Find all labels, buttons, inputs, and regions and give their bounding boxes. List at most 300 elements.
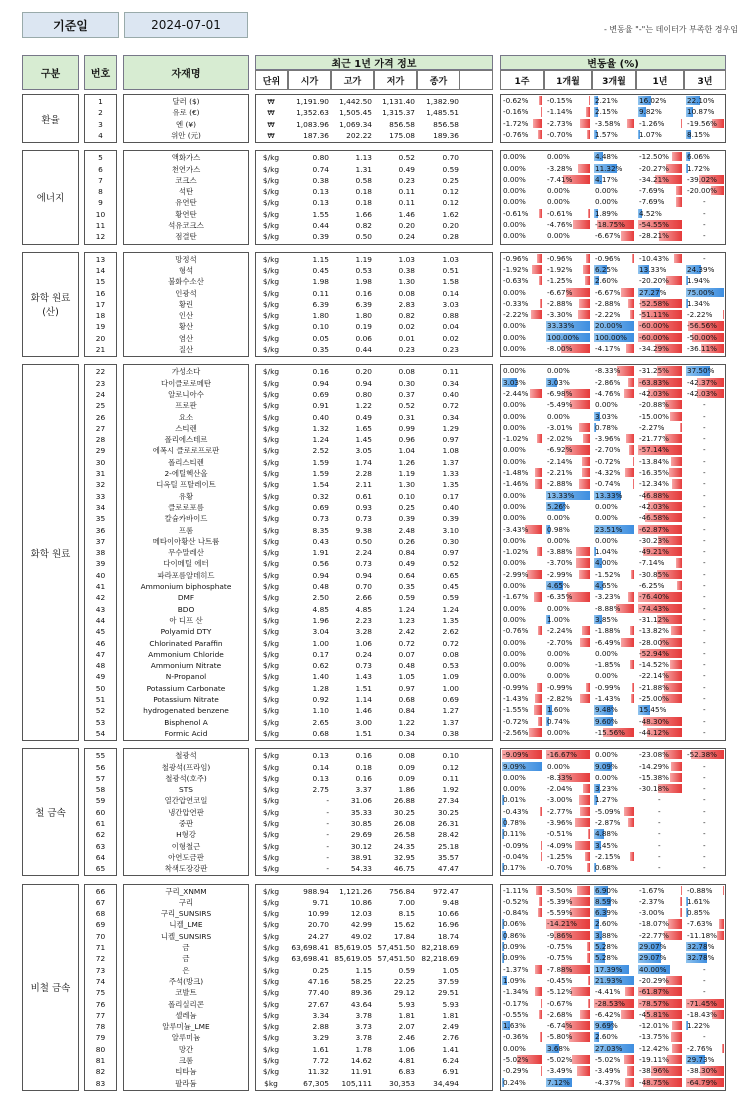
table-row — [0, 1055, 750, 1066]
close-price: 1.33 — [442, 469, 459, 478]
high-price: 85,619.05 — [334, 943, 372, 952]
close-price: 30.25 — [437, 807, 459, 817]
change-value: -39.02% — [687, 174, 717, 184]
unit: $/kg — [262, 457, 280, 467]
change-cell — [638, 931, 682, 940]
low-price: 0.10 — [398, 491, 415, 501]
change-value: - — [703, 490, 706, 500]
negative-bar — [627, 1066, 634, 1075]
negative-bar — [541, 107, 543, 116]
change-cell — [594, 999, 634, 1008]
open-price: 0.68 — [312, 728, 329, 738]
unit: $/kg — [262, 751, 280, 761]
change-cell — [546, 164, 590, 173]
table-row — [0, 615, 750, 626]
low-price: 8.15 — [398, 909, 415, 919]
row-number: 69 — [95, 920, 106, 930]
unit: $/kg — [262, 706, 280, 716]
change-value: - — [703, 468, 706, 477]
row-number: 4 — [98, 130, 103, 140]
change-value: 3.03% — [547, 377, 570, 387]
change-cell — [686, 344, 724, 353]
material-name: 아 디프 산 — [169, 615, 203, 625]
change-value: -2.77% — [547, 806, 573, 816]
change-value: - — [703, 772, 706, 782]
unit: $/kg — [262, 548, 280, 558]
close-price: 0.10 — [442, 751, 459, 761]
high-price: 10.86 — [350, 897, 372, 907]
change-value: -0.15% — [547, 96, 573, 105]
change-cell — [686, 649, 724, 658]
change-cell — [638, 197, 682, 206]
change-value: 20.00% — [595, 321, 623, 331]
high-price: 38.91 — [350, 852, 372, 862]
negative-bar — [680, 897, 682, 906]
table-row — [0, 389, 750, 400]
negative-bar — [631, 694, 634, 703]
material-name: 니켈_SUNSIRS — [160, 931, 212, 941]
low-price: 0.64 — [398, 570, 415, 580]
open-price: 2.65 — [312, 717, 329, 727]
unit: $/kg — [262, 153, 280, 163]
material-name: Formic Acid — [164, 728, 208, 738]
close-price: 0.25 — [442, 175, 459, 185]
change-cell — [546, 1055, 590, 1064]
change-value: -8.33% — [547, 772, 573, 782]
close-price: 1.27 — [442, 706, 459, 716]
close-price: 0.12 — [442, 198, 459, 208]
negative-bar — [628, 299, 634, 308]
table-row — [0, 762, 750, 773]
change-value: 75.00% — [687, 287, 715, 297]
row-number: 14 — [95, 265, 106, 275]
high-price: 43.64 — [350, 999, 372, 1009]
unit: $/kg — [262, 536, 280, 546]
row-number: 74 — [95, 976, 106, 986]
change-cell — [502, 468, 542, 477]
negative-bar — [541, 1066, 543, 1075]
change-cell — [546, 220, 590, 229]
change-cell — [546, 919, 590, 928]
negative-bar — [671, 1032, 682, 1041]
change-value: -48.30% — [639, 716, 669, 726]
negative-bar — [535, 987, 542, 996]
change-value: - — [703, 660, 706, 670]
close-price: 0.02 — [442, 333, 459, 343]
change-cell — [638, 186, 682, 195]
negative-bar — [671, 626, 682, 635]
unit: $/kg — [262, 187, 280, 197]
high-price: 105,111 — [341, 1078, 372, 1088]
change-cell — [502, 908, 542, 917]
table-row — [0, 626, 750, 637]
unit: $/kg — [262, 559, 280, 569]
change-value: -1.72% — [503, 118, 529, 128]
change-value: 13.33% — [595, 490, 623, 500]
change-cell — [686, 558, 724, 567]
change-value: -14.29% — [639, 761, 669, 771]
negative-bar — [632, 254, 634, 263]
negative-bar — [676, 197, 682, 206]
change-value: 0.00% — [547, 603, 570, 613]
change-value: 0.00% — [503, 332, 526, 342]
material-name: 달러 ($) — [172, 97, 200, 106]
change-cell — [638, 152, 682, 161]
change-cell — [546, 581, 590, 590]
change-cell — [546, 717, 590, 726]
table-row — [0, 953, 750, 964]
negative-bar — [541, 852, 543, 861]
change-cell — [546, 1078, 590, 1087]
change-value: - — [703, 592, 706, 602]
change-cell — [638, 389, 682, 398]
low-price: 0.09 — [398, 773, 415, 783]
change-value: -45.81% — [639, 1009, 669, 1019]
change-cell — [686, 164, 724, 173]
change-value: - — [703, 208, 706, 218]
change-value: - — [703, 694, 706, 703]
change-value: -3.43% — [503, 524, 529, 534]
change-value: -1.92% — [503, 264, 529, 274]
change-cell — [594, 818, 634, 827]
negative-bar — [677, 581, 682, 590]
change-value: 5.28% — [595, 953, 618, 963]
unit: $/kg — [262, 322, 280, 332]
high-price: 1,121.26 — [339, 886, 372, 896]
row-number: 78 — [95, 1022, 106, 1032]
high-price: 49.02 — [350, 931, 372, 941]
high-price: 14.62 — [350, 1056, 372, 1065]
table-row — [0, 965, 750, 976]
low-price: 0.38 — [398, 265, 415, 275]
close-price: 1.62 — [442, 209, 459, 219]
close-price: 1,485.51 — [426, 108, 459, 118]
change-value: -30.18% — [639, 784, 669, 794]
change-cell — [546, 795, 590, 804]
change-value: -2.88% — [547, 479, 573, 489]
negative-bar — [535, 479, 542, 488]
low-price: 0.08 — [398, 367, 415, 377]
change-value: 0.00% — [503, 614, 526, 624]
change-value: 29.73% — [687, 1055, 715, 1064]
negative-bar — [624, 807, 634, 816]
high-price: 0.61 — [355, 491, 372, 501]
change-value: -0.17% — [503, 998, 529, 1008]
change-cell — [546, 502, 590, 511]
change-cell — [638, 829, 682, 838]
change-value: 1.57% — [595, 129, 618, 139]
negative-bar — [681, 119, 683, 128]
change-cell — [638, 1032, 682, 1041]
change-cell — [638, 299, 682, 308]
change-cell — [686, 400, 724, 409]
negative-bar — [585, 276, 590, 285]
change-value: - — [703, 569, 706, 579]
change-value: - — [703, 513, 706, 523]
negative-bar — [575, 841, 590, 850]
low-price: 0.08 — [398, 751, 415, 761]
change-cell — [638, 1055, 682, 1064]
low-price: 0.34 — [398, 728, 415, 738]
change-cell — [546, 479, 590, 488]
change-cell — [638, 310, 682, 319]
change-value: -38.30% — [687, 1066, 717, 1076]
unit: $/kg — [262, 762, 280, 772]
price-group-header: 최근 1년 가격 정보 — [255, 55, 493, 70]
change-cell — [502, 288, 542, 297]
negative-bar — [628, 592, 634, 601]
change-value: -2.86% — [595, 377, 621, 387]
table-row — [0, 412, 750, 423]
row-number: 64 — [95, 852, 106, 862]
change-value: 0.00% — [503, 400, 526, 410]
open-price: 11.32 — [307, 1067, 329, 1077]
material-name: 천연가스 — [171, 164, 201, 174]
change-value: -2.76% — [687, 1043, 713, 1053]
unit: $/kg — [262, 672, 280, 682]
close-price: 0.39 — [442, 514, 459, 524]
change-cell — [546, 412, 590, 421]
change-cell — [686, 107, 724, 116]
open-price: 1.55 — [312, 209, 329, 219]
table-row — [0, 705, 750, 716]
table-row — [0, 683, 750, 694]
change-value: 0.00% — [595, 513, 618, 523]
low-price: 5.93 — [398, 999, 415, 1009]
negative-bar — [579, 479, 590, 488]
row-number: 54 — [95, 728, 106, 738]
negative-bar — [670, 412, 682, 421]
material-name: 금 — [182, 943, 190, 952]
change-cell — [546, 638, 590, 647]
low-price: 6.83 — [398, 1067, 415, 1077]
change-value: -76.40% — [639, 592, 669, 602]
change-cell — [502, 310, 542, 319]
change-value: 37.50% — [687, 366, 715, 376]
change-cell — [686, 908, 724, 917]
change-value: -0.67% — [547, 998, 573, 1008]
change-value: 0.00% — [595, 648, 618, 658]
unit: $/kg — [262, 175, 280, 185]
unit: $/kg — [262, 1044, 280, 1054]
change-cell — [638, 333, 682, 342]
high-price: 3.78 — [355, 1010, 372, 1020]
negative-bar — [539, 276, 542, 285]
change-value: - — [703, 603, 706, 613]
change-value: 0.00% — [503, 501, 526, 511]
change-value: -20.20% — [639, 276, 669, 286]
negative-bar — [529, 728, 542, 737]
unit: $/kg — [262, 852, 280, 862]
change-value: 1.27% — [595, 795, 618, 805]
change-cell — [594, 671, 634, 680]
change-cell — [502, 626, 542, 635]
change-value: - — [703, 987, 706, 997]
change-value: 4.88% — [595, 829, 618, 839]
unit: $/kg — [262, 683, 280, 693]
change-value: -4.76% — [595, 388, 621, 398]
material-name: 티타늄 — [175, 1067, 197, 1077]
open-price: 0.35 — [312, 345, 329, 354]
change-cell — [686, 897, 724, 906]
change-cell — [638, 660, 682, 669]
high-price: 1.51 — [355, 683, 372, 693]
change-value: -0.43% — [503, 806, 529, 816]
table-row — [0, 795, 750, 806]
negative-bar — [630, 626, 634, 635]
change-value: -6.92% — [547, 445, 573, 455]
material-name: 불화수소산 — [168, 277, 204, 287]
close-price: 0.12 — [442, 762, 459, 772]
change-cell — [686, 152, 724, 161]
change-cell — [686, 186, 724, 195]
change-value: 23.51% — [595, 524, 623, 534]
unit: $/kg — [262, 943, 280, 952]
high-price: 0.93 — [355, 502, 372, 512]
change-value: 0.68% — [595, 863, 618, 873]
low-price: 0.84 — [398, 706, 415, 716]
change-cell — [546, 604, 590, 613]
change-value: -23.08% — [639, 750, 669, 760]
negative-bar — [539, 209, 542, 218]
change-cell — [594, 965, 634, 974]
negative-bar — [537, 683, 542, 692]
high-price: 0.24 — [355, 649, 372, 659]
change-cell — [638, 547, 682, 556]
change-value: 40.00% — [639, 964, 667, 974]
row-number: 62 — [95, 830, 106, 840]
open-price: 1.28 — [312, 683, 329, 693]
material-name: 철광석(호주) — [165, 773, 207, 783]
high-price: 29.69 — [350, 830, 372, 840]
change-value: -52.38% — [687, 750, 717, 760]
change-value: -8.00% — [547, 344, 573, 353]
change-value: -1.43% — [503, 694, 529, 703]
row-number: 33 — [95, 491, 106, 501]
low-price: 856.58 — [389, 119, 415, 129]
change-value: 0.00% — [547, 186, 570, 196]
change-cell — [502, 919, 542, 928]
table-row — [0, 445, 750, 456]
change-value: - — [703, 253, 706, 263]
table-row — [0, 423, 750, 434]
change-cell — [546, 434, 590, 443]
negative-bar — [631, 570, 634, 579]
open-price: 1.91 — [312, 548, 329, 558]
change-value: -28.00% — [639, 637, 669, 647]
change-cell — [686, 1044, 724, 1053]
high-price: 1.78 — [355, 1044, 372, 1054]
change-value: 0.00% — [503, 603, 526, 613]
change-cell — [546, 773, 590, 782]
change-cell — [594, 570, 634, 579]
table-row — [0, 96, 750, 107]
change-value: 5.28% — [595, 942, 618, 951]
change-value: -5.80% — [547, 1032, 573, 1042]
change-value: 0.85% — [687, 908, 710, 918]
unit: $/kg — [262, 1067, 280, 1077]
change-value: -0.62% — [503, 96, 529, 105]
change-value: 0.00% — [503, 152, 526, 162]
change-value: 4.65% — [595, 581, 618, 590]
unit: $/kg — [262, 446, 280, 456]
change-cell — [638, 999, 682, 1008]
open-price: 1.40 — [312, 672, 329, 682]
change-value: 6.39% — [595, 908, 618, 918]
change-cell — [546, 152, 590, 161]
change-cell — [638, 592, 682, 601]
change-cell — [686, 660, 724, 669]
table-row — [0, 886, 750, 897]
change-value: 1.00% — [547, 614, 570, 624]
change-value: - — [703, 863, 706, 873]
change-value: -2.82% — [547, 694, 573, 703]
open-price: - — [326, 864, 329, 874]
change-cell — [638, 231, 682, 240]
material-name: 클로로포름 — [168, 502, 204, 512]
change-value: -0.52% — [503, 896, 529, 906]
low-price: 0.52 — [398, 153, 415, 163]
change-value: -2.73% — [547, 118, 573, 128]
change-cell — [546, 513, 590, 522]
change-cell — [502, 513, 542, 522]
row-number: 65 — [95, 864, 106, 874]
high-price: 4.85 — [355, 604, 372, 614]
close-price: 856.58 — [433, 119, 459, 129]
change-value: -20.88% — [639, 400, 669, 410]
open-price: 0.13 — [312, 198, 329, 208]
change-value: 0.00% — [503, 637, 526, 647]
unit: $/kg — [262, 232, 280, 242]
change-value: -0.74% — [595, 479, 621, 489]
open-price: 27.67 — [307, 999, 329, 1009]
table-row — [0, 378, 750, 389]
low-price: 0.59 — [398, 593, 415, 603]
table-row — [0, 547, 750, 558]
col-category-header: 구분 — [22, 55, 79, 90]
row-number: 25 — [95, 401, 106, 411]
close-price: 1,382.90 — [426, 97, 459, 106]
change-cell — [686, 705, 724, 714]
change-cell — [638, 784, 682, 793]
change-cell — [546, 886, 590, 895]
table-row — [0, 366, 750, 377]
change-cell — [502, 254, 542, 263]
negative-bar — [535, 694, 542, 703]
negative-bar — [579, 299, 590, 308]
change-cell — [638, 987, 682, 996]
change-value: 0.00% — [547, 648, 570, 658]
change-value: 0.00% — [503, 456, 526, 466]
change-value: -0.96% — [547, 253, 573, 263]
change-cell — [546, 999, 590, 1008]
high-price: 1.46 — [355, 706, 372, 716]
low-price: 1.26 — [398, 457, 415, 467]
unit: $/kg — [262, 198, 280, 208]
table-row — [0, 852, 750, 863]
change-cell — [594, 457, 634, 466]
low-price: 26.08 — [393, 819, 415, 828]
change-cell — [686, 468, 724, 477]
change-value: 0.78% — [595, 422, 618, 432]
negative-bar — [535, 965, 542, 974]
change-value: -1.34% — [503, 987, 529, 997]
material-name: 알루미늄 — [171, 1033, 201, 1043]
row-number: 35 — [95, 514, 106, 524]
change-value: 0.00% — [595, 501, 618, 511]
change-value: -46.88% — [639, 490, 669, 500]
negative-bar — [583, 265, 590, 274]
